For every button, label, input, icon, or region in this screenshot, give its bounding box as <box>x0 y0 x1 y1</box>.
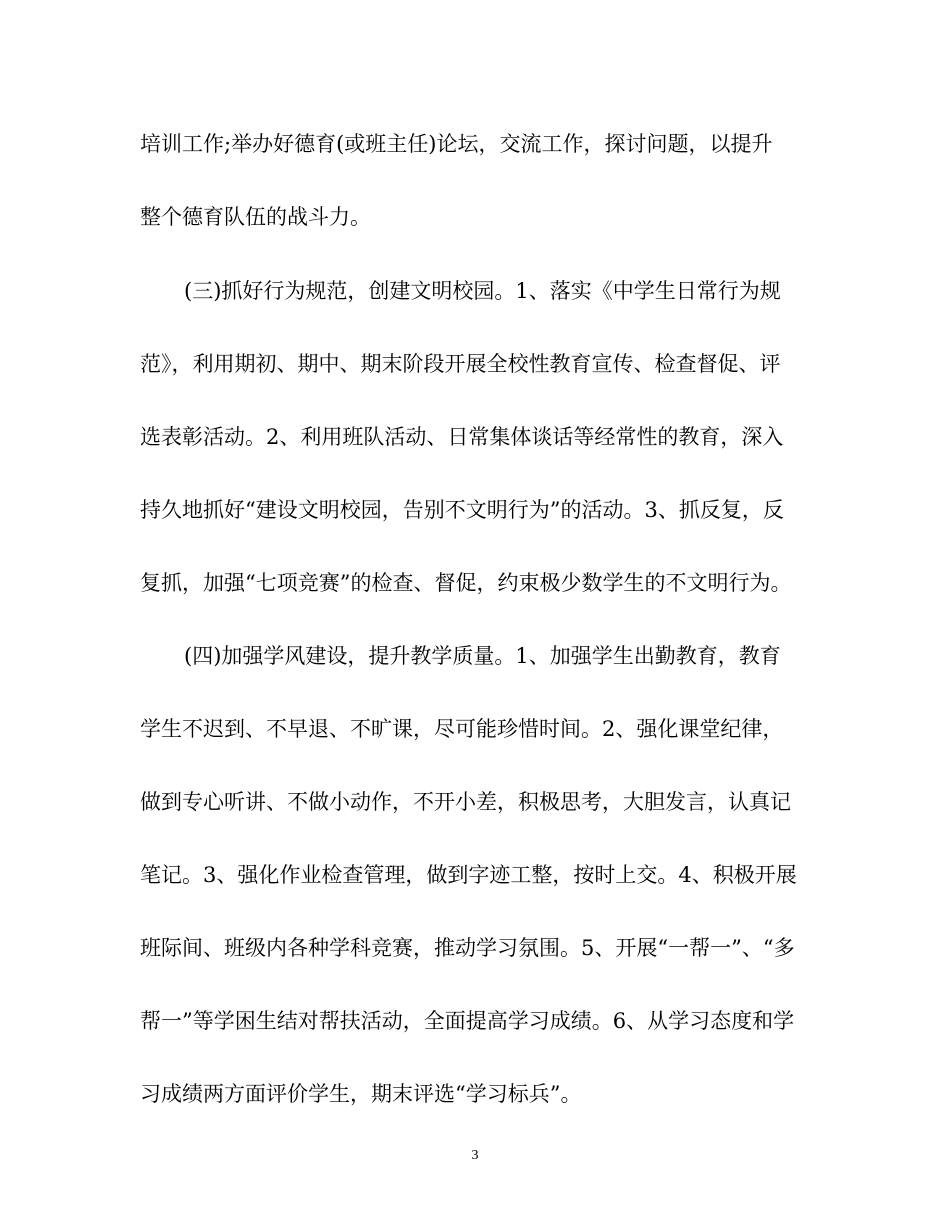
text-line: 复抓，加强“七项竞赛”的检查、督促，约束极少数学生的不文明行为。 <box>140 571 792 595</box>
page-number: 3 <box>471 1148 479 1163</box>
text-line: 选表彰活动。2、利用班队活动、日常集体谈话等经常性的教育，深入 <box>140 425 784 449</box>
text-line: 帮一”等学困生结对帮扶活动，全面提高学习成绩。6、从学习态度和学 <box>140 1009 795 1033</box>
text-line: 习成绩两方面评价学生，期末评选“学习标兵”。 <box>140 1082 582 1106</box>
text-line: 整个德育队伍的战斗力。 <box>140 205 371 229</box>
text-line: 笔记。3、强化作业检查管理，做到字迹工整，按时上交。4、积极开展 <box>140 863 797 887</box>
text-line: 培训工作;举办好德育(或班主任)论坛，交流工作，探讨问题，以提升 <box>140 132 773 156</box>
text-line: 班际间、班级内各种学科竞赛，推动学习氛围。5、开展“一帮一”、“多 <box>140 936 795 960</box>
paragraph-heading-line: (三)抓好行为规范，创建文明校园。1、落实《中学生日常行为规 <box>184 279 781 303</box>
paragraph-heading-line: (四)加强学风建设，提升教学质量。1、加强学生出勤教育，教育 <box>184 644 781 668</box>
text-line: 范》，利用期初、期中、期末阶段开展全校性教育宣传、检查督促、评 <box>140 352 781 376</box>
text-line: 持久地抓好“建设文明校园，告别不文明行为”的活动。3、抓反复，反 <box>140 498 784 522</box>
text-line: 学生不迟到、不早退、不旷课，尽可能珍惜时间。2、强化课堂纪律， <box>140 717 784 741</box>
text-line: 做到专心听讲、不做小动作，不开小差，积极思考，大胆发言，认真记 <box>140 790 791 814</box>
